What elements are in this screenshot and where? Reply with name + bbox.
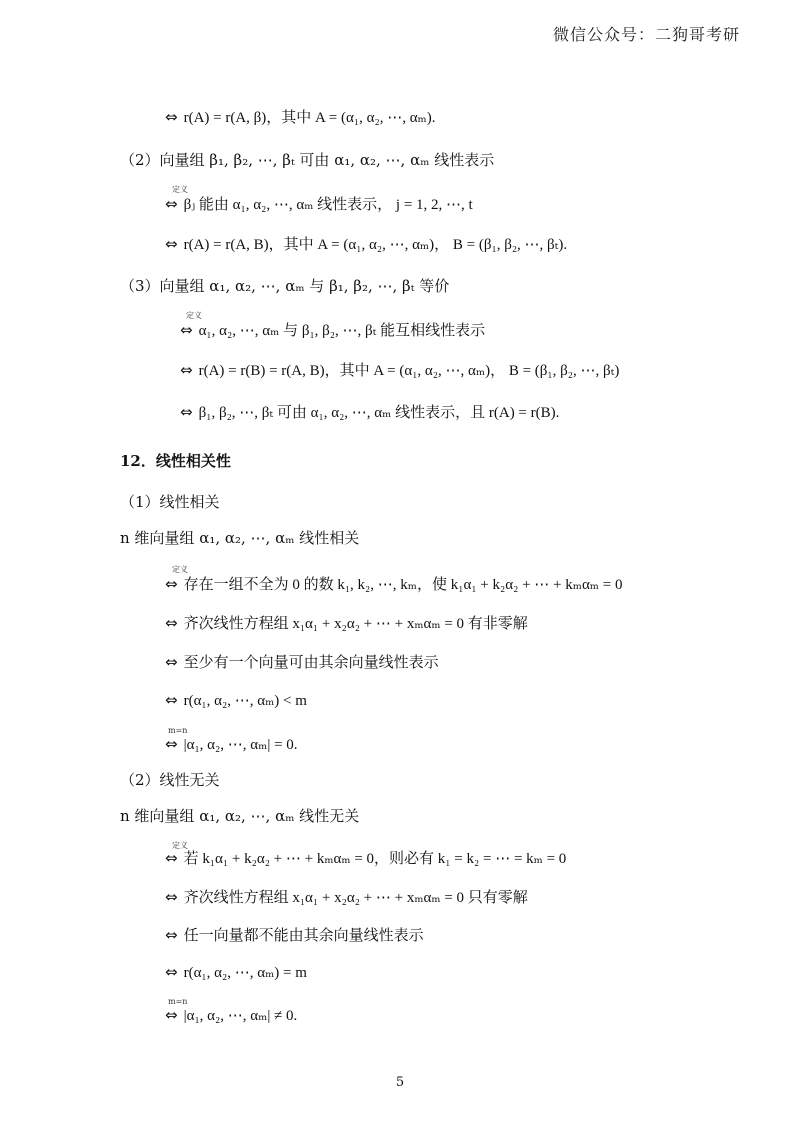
condition-label-m-equals-n: m=n xyxy=(168,726,188,735)
equiv-line-nontrivial-combination: ⇔ 存在一组不全为 0 的数 k₁, k₂, ⋯, kₘ，使 k₁α₁ + k₂α₂ + ⋯ + kₘαₘ = 0 xyxy=(165,575,623,593)
equivalence-arrow-icon: ⇔ xyxy=(165,926,178,944)
equiv-line-determinant-zero: ⇔ |α₁, α₂, ⋯, αₘ| = 0. xyxy=(165,735,298,753)
condition-label-m-equals-n: m=n xyxy=(168,997,188,1006)
equivalence-arrow-icon: ⇔ xyxy=(165,888,178,906)
definition-label: 定义 xyxy=(172,185,188,194)
equivalence-arrow-icon: ⇔ xyxy=(180,321,193,339)
equiv-line-one-vector-represented: ⇔ 至少有一个向量可由其余向量线性表示 xyxy=(165,653,439,671)
definition-label: 定义 xyxy=(172,565,188,574)
page-number: 5 xyxy=(395,1075,405,1090)
equivalence-arrow-icon: ⇔ xyxy=(165,614,178,632)
equivalence-arrow-icon: ⇔ xyxy=(165,1006,178,1024)
equivalence-arrow-icon: ⇔ xyxy=(180,361,193,379)
equivalence-arrow-icon: ⇔ xyxy=(165,108,178,126)
subsection-title-independent: （2）线性无关 xyxy=(120,771,220,789)
equivalence-arrow-icon: ⇔ xyxy=(165,235,178,253)
equiv-line-rank-a-beta: ⇔ r(A) = r(A, β)，其中 A = (α₁, α₂, ⋯, αₘ). xyxy=(165,108,436,126)
equivalence-arrow-icon: ⇔ xyxy=(165,653,178,671)
dependent-intro: n 维向量组 α₁, α₂, ⋯, αₘ 线性相关 xyxy=(120,529,360,547)
definition-label: 定义 xyxy=(186,311,202,320)
definition-label: 定义 xyxy=(172,841,188,850)
equiv-line-mutual-representation: ⇔ α₁, α₂, ⋯, αₘ 与 β₁, β₂, ⋯, βₜ 能互相线性表示 xyxy=(180,321,486,339)
equiv-line-only-zero-solution: ⇔ 齐次线性方程组 x₁α₁ + x₂α₂ + ⋯ + xₘαₘ = 0 只有零解 xyxy=(165,888,528,906)
header-watermark: 微信公众号：二狗哥考研 xyxy=(552,25,740,44)
equiv-line-none-represented: ⇔ 任一向量都不能由其余向量线性表示 xyxy=(165,926,424,944)
equiv-line-trivial-combination: ⇔ 若 k₁α₁ + k₂α₂ + ⋯ + kₘαₘ = 0，则必有 k₁ = k₂ = ⋯ = kₘ = 0 xyxy=(165,849,567,867)
equiv-line-rank-a-b: ⇔ r(A) = r(A, B)，其中 A = (α₁, α₂, ⋯, αₘ)， B = (β₁, β₂, ⋯, βₜ). xyxy=(165,235,568,253)
subsection-title-linear-representation: （2）向量组 β₁, β₂, ⋯, βₜ 可由 α₁, α₂, ⋯, αₘ 线性表示 xyxy=(120,151,495,169)
equivalence-arrow-icon: ⇔ xyxy=(165,691,178,709)
equiv-line-rank-equal: ⇔ r(A) = r(B) = r(A, B)，其中 A = (α₁, α₂, ⋯, αₘ)， B = (β₁, β₂, ⋯, βₜ) xyxy=(180,361,620,379)
equivalence-arrow-icon: ⇔ xyxy=(180,403,193,421)
equivalence-arrow-icon: ⇔ xyxy=(165,195,178,213)
equivalence-arrow-icon: ⇔ xyxy=(165,849,178,867)
equiv-line-rank-less: ⇔ r(α₁, α₂, ⋯, αₘ) < m xyxy=(165,691,307,709)
equiv-line-determinant-nonzero: ⇔ |α₁, α₂, ⋯, αₘ| ≠ 0. xyxy=(165,1006,298,1024)
subsection-title-equivalence: （3）向量组 α₁, α₂, ⋯, αₘ 与 β₁, β₂, ⋯, βₜ 等价 xyxy=(120,277,450,295)
equiv-line-representation-rank: ⇔ β₁, β₂, ⋯, βₜ 可由 α₁, α₂, ⋯, αₘ 线性表示，且 r(A) = r(B). xyxy=(180,403,560,421)
equivalence-arrow-icon: ⇔ xyxy=(165,575,178,593)
subsection-title-dependent: （1）线性相关 xyxy=(120,493,220,511)
independent-intro: n 维向量组 α₁, α₂, ⋯, αₘ 线性无关 xyxy=(120,807,360,825)
equiv-line-rank-equals-m: ⇔ r(α₁, α₂, ⋯, αₘ) = m xyxy=(165,963,307,981)
equivalence-arrow-icon: ⇔ xyxy=(165,963,178,981)
section-title-linear-dependence: 12．线性相关性 xyxy=(120,452,231,470)
equivalence-arrow-icon: ⇔ xyxy=(165,735,178,753)
equiv-line-nonzero-solution: ⇔ 齐次线性方程组 x₁α₁ + x₂α₂ + ⋯ + xₘαₘ = 0 有非零解 xyxy=(165,614,528,632)
equiv-line-beta-j: ⇔ βⱼ 能由 α₁, α₂, ⋯, αₘ 线性表示， j = 1, 2, ⋯, t xyxy=(165,195,473,213)
